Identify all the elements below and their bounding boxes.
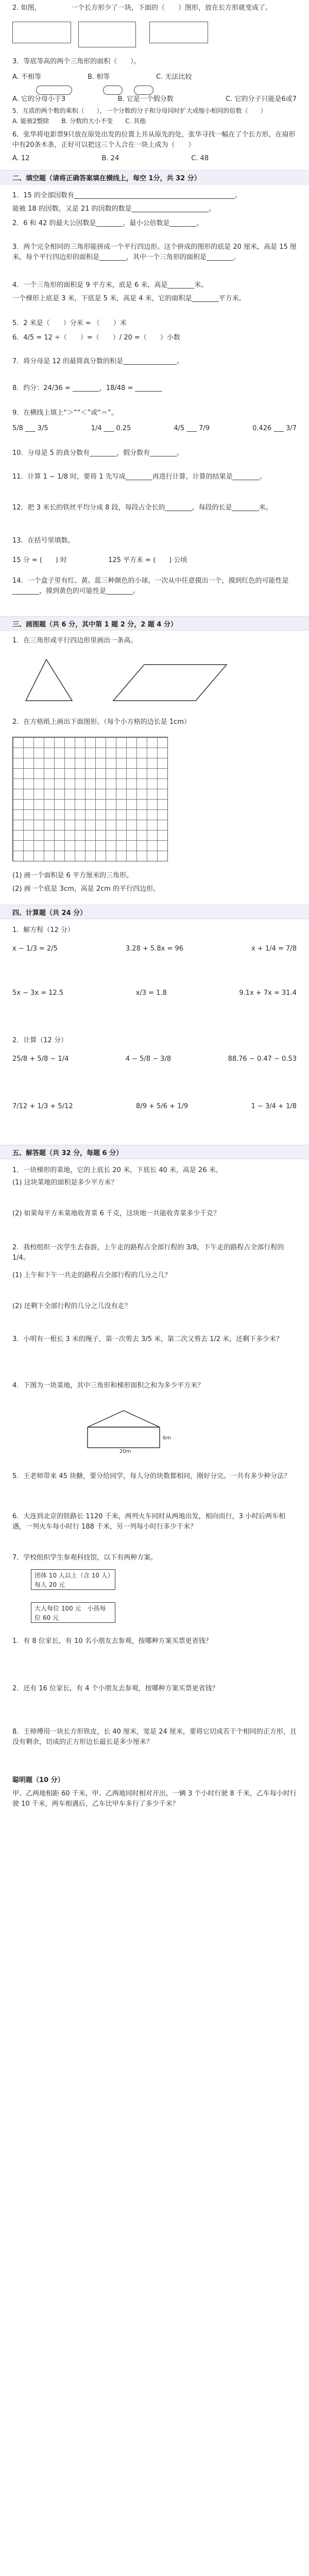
fill-11: 11．计算 1 − 1/8 时，要将 1 先写成________再进行计算，计算的结果是________。 [12, 473, 266, 481]
parallelogram-shape [113, 665, 227, 701]
equation: 9.1x + 7x = 31.4 [239, 989, 297, 997]
fill-1b: 能被 18 的因数，又是 21 的因数的数是_______________________。 [12, 205, 216, 213]
rectangle-figure [12, 22, 71, 43]
figure-option [78, 22, 136, 47]
fill-9: 9．在横线上填上“＞”“＜”或“＝”。 [12, 409, 118, 417]
option-pill [103, 86, 123, 95]
fill-1: 1．15 的全部因数有________________________________________________。 [12, 192, 242, 199]
expression: 7/12 + 1/3 + 5/12 [12, 1103, 73, 1110]
calc-row-2 [12, 1103, 297, 1110]
option-a: A. 它的分母小于3 [12, 95, 66, 103]
plan-a-text: 团体 10 人以上（含 10 人）每人 20 元 [35, 1572, 111, 1588]
solve-2: 2．我校组织一次学生去春游，上午走的路程占全部行程的 3/8，下午走的路程占全部行程的 1/4。 [12, 1244, 284, 1262]
house-figure [72, 1406, 175, 1453]
rectangle-figure [149, 22, 208, 43]
expression: 4 − 5/8 − 3/8 [125, 1055, 171, 1063]
solve-4: 4．下图为一块菜地，其中三角形和梯形面积之和为多少平方米？ [12, 1382, 204, 1389]
plan-b-text: 大人每位 100 元 小孩每位 60 元 [35, 1605, 106, 1621]
section-header-draw [0, 616, 309, 631]
equation: 3.28 + 5.8x = 96 [125, 945, 184, 953]
question-2: 2. 如图， 一个长方形少了一块，下面的（ ）图形，放在长方形就变成了。 [12, 4, 272, 12]
roof-triangle [88, 1411, 160, 1427]
option-c: C. 它的分子只能是6或7 [226, 95, 297, 103]
calc-row-1 [12, 1055, 297, 1063]
compare-item: 5/8 ___ 3/5 [12, 425, 48, 432]
question-3-options [12, 71, 297, 81]
base-rectangle [88, 1427, 160, 1448]
solve-1a: (1) 这块菜地的面积是多少平方米？ [12, 1179, 118, 1187]
bonus-1: 甲、乙两地相距 60 千米，甲、乙两地同时相对开出，一辆 3 个小时行驶 8 千米，乙车每小时行驶 10 千米，两车相遇后，乙车比甲车多行了多少千米？ [12, 1790, 297, 1808]
question-6-options [12, 155, 297, 162]
expression: 8/9 + 5/6 + 1/9 [136, 1103, 188, 1110]
draw-1: 1．在三角形或平行四边形里画出一条高。 [12, 637, 138, 645]
fill-9-items [12, 425, 297, 432]
solve-2a: (1) 上午和下午一共走的路程占全部行程的几分之几？ [12, 1272, 171, 1279]
option-pill [36, 86, 72, 95]
square-grid [12, 737, 168, 861]
convert-item: 125 平方米 = ( ) 公顷 [108, 556, 187, 564]
equation-row-1 [12, 945, 297, 953]
equation: x + 1/4 = 7/8 [251, 945, 297, 953]
fill-5a: 5．2 米是（ ）分米 = （ ）米 [12, 319, 127, 327]
option-a: A. 不相等 [12, 73, 41, 81]
compare-item: 0.426 ___ 3/7 [252, 425, 297, 432]
question-4-options [12, 95, 297, 104]
dim-label: 6m [163, 1435, 171, 1441]
option-c: C. 无法比较 [156, 73, 192, 81]
fill-5b: 6．4/5 = 12 ÷（ ）=（ ）/ 20 =（ ）小数 [12, 334, 180, 342]
option-b: B. 24 [101, 155, 119, 162]
expression: 25/8 + 5/8 − 1/4 [12, 1055, 69, 1063]
plan-a-box [31, 1569, 115, 1590]
draw-2a: (1) 画一个面积是 6 平方厘米的三角形。 [12, 872, 133, 879]
solve-7: 7．学校组织学生参观科技馆，以下有两种方案。 [12, 1554, 158, 1562]
solve-2b: (2) 还剩下全部行程的几分之几没有走？ [12, 1302, 131, 1310]
option-c: C. 48 [191, 155, 209, 162]
section-title: 三、画图题（共 6 分，其中第 1 题 2 分，2 题 4 分） [12, 621, 177, 629]
expression: 88.76 − 0.47 − 0.53 [228, 1055, 297, 1063]
equation: x/3 = 1.8 [135, 989, 167, 997]
fill-4: 4．一个三角形的面积是 9 平方米，底是 6 米，高是________米。 [12, 281, 208, 289]
section-title: 二、填空题（请将正确答案填在横线上，每空 1分，共 32 分） [12, 175, 201, 182]
option-b: B. 它是一个假分数 [117, 95, 174, 103]
solve-1: 1．一块梯形的菜地，它的上底长 20 米，下底长 40 米，高是 26 米。 [12, 1166, 222, 1174]
fill-14: 14．一个盒子里有红、黄、蓝三种颜色的小球，一次从中任意摸出一个，摸到红色的可能性是________，摸到黄色的可能性是________。 [12, 577, 289, 595]
solve-6: 6．大连到北京的铁路长 1120 千米，两列火车同时从两地出发，相向而行，3 小时后两车相遇，一列火车每小时行 188 千米，另一列每小时行多少千米？ [12, 1513, 286, 1531]
calc-1: 1．解方程（12 分） [12, 926, 74, 934]
section-header-solve [0, 1145, 309, 1159]
section-header-bonus [0, 1772, 309, 1786]
solve-7-q1: 1．有 8 位家长，有 10 名小朋友去参观，按哪种方案买票更省钱？ [12, 1637, 212, 1645]
question-3: 3．等底等高的两个三角形的面积（ ）。 [12, 58, 141, 65]
section-title: 五、解答题（共 32 分，每题 6 分） [12, 1149, 123, 1157]
fill-13-items [12, 554, 297, 564]
option-b: B. 相等 [87, 73, 110, 81]
fill-7: 7．将分母是 12 的最简真分数的积是________________。 [12, 358, 184, 365]
solve-8: 8．王师傅用一块长方形铁皮，长 40 厘米，宽是 24 厘米，要将它切成若干个相同的正方形，且没有剩余，切成的正方形边长最长是多少厘米？ [12, 1728, 297, 1746]
draw-2: 2．在方格纸上画出下面图形。（每个小方格的边长是 1cm） [12, 718, 191, 726]
draw-2b: (2) 画一个底是 3cm，高是 2cm 的平行四边形。 [12, 885, 160, 893]
equation: 5x − 3x = 12.5 [12, 989, 64, 997]
equation-row-2 [12, 989, 297, 997]
solve-1b: (2) 如果每平方米菜地收青菜 6 千克，这块地一共能收青菜多少千克？ [12, 1210, 220, 1217]
fill-12: 12．把 3 米长的铁丝平均分成 8 段，每段占全长的________，每段的长是________米。 [12, 504, 272, 512]
section-title: 聪明题（10 分） [12, 1776, 64, 1784]
equation: x − 1/3 = 2/5 [12, 945, 58, 953]
compare-item: 1/4 ___ 0.25 [91, 425, 131, 432]
solve-7-q2: 2．还有 16 位家长，有 4 个小朋友去参观，按哪种方案买票更省钱？ [12, 1685, 219, 1692]
triangle-shape [26, 659, 72, 701]
option-a: A. 12 [12, 155, 30, 162]
dim-label: 20m [119, 1449, 131, 1453]
solve-5: 5．王老师带来 45 块糖，要分给同学，每人分的块数都相同，刚好分完。一共有多少种分法？ [12, 1472, 291, 1480]
section-header-fill [0, 170, 309, 184]
fill-3: 3．两个完全相同的三角形能拼成一个平行四边形。这个拼成的图形的底是 20 厘米，高是 15 厘米，每个平行四边形的面积是________，其中一个三角形的面积是________。 [12, 243, 297, 261]
fill-2: 2．6 和 42 的最大公因数是________，最小公倍数是________。 [12, 219, 203, 227]
solve-3: 3．小明有一根长 3 米的绳子，第一次剪去 3/5 米，第二次又剪去 1/2 米，还剩下多少米？ [12, 1335, 283, 1343]
fill-8: 8．约分：24/36 = ________，18/48 = ________ [12, 384, 162, 392]
expression: 1 − 3/4 + 1/8 [251, 1103, 297, 1110]
question-4-caption: 5．互质的两个数的乘积（ ），一个分数的分子和分母同时扩大或缩小相同的倍数（ ） [12, 107, 267, 114]
question-6: 6．张华将电影票9只放在原处出发的位置上并从原先的处，张华寻找一幅在了个长方形，在扇形中有20条木条，正好可以把这三个人合在一块上成为（ ） [12, 131, 296, 149]
question-4-sub: A. 能被2整除 B. 分数的大小不变 C. 其他 [12, 117, 146, 125]
calc-2: 2．计算（12 分） [12, 1037, 67, 1044]
convert-item: 15 分 = ( ) 时 [12, 556, 67, 564]
section-title: 四、计算题（共 24 分） [12, 909, 87, 917]
compare-item: 4/5 ___ 7/9 [174, 425, 210, 432]
section-header-calc [0, 905, 309, 919]
shapes-figure [21, 654, 258, 706]
fill-13: 13．在括号里填数。 [12, 537, 75, 545]
fill-10: 10．分母是 5 的真分数有________，假分数有________。 [12, 449, 184, 457]
option-pill [134, 86, 153, 95]
fill-4b: 一个梯形上底是 3 米，下底是 5 米，高是 4 米，它的面积是________平方米。 [12, 295, 246, 302]
plan-b-box [31, 1602, 115, 1623]
